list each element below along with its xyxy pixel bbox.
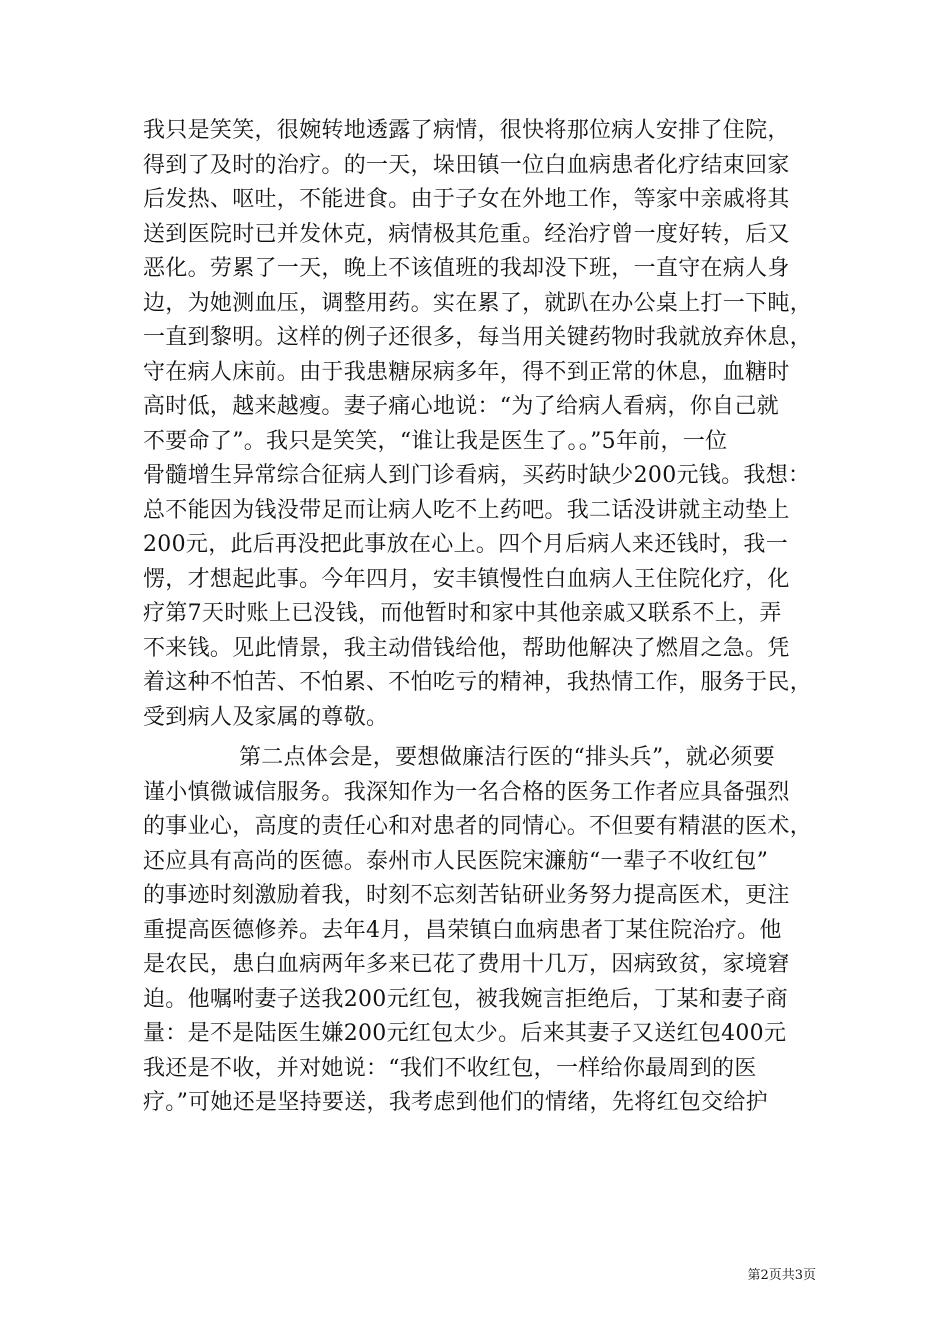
page-number-footer: 第2页共3页: [747, 1268, 816, 1283]
text-line: 疗。”可她还是坚持要送，我考虑到他们的情绪，先将红包交给护: [143, 1090, 768, 1115]
text-line: 守在病人床前。由于我患糖尿病多年，得不到正常的休息，血糖时: [143, 359, 790, 385]
text-line: 不来钱。见此情景，我主动借钱给他，帮助他解决了燃眉之急。凭: [143, 635, 790, 661]
text-line: 边，为她测血压，调整用药。实在累了，就趴在办公桌上打一下盹，: [143, 290, 813, 316]
paragraph-2: [143, 741, 823, 1121]
text-line: 受到病人及家属的尊敬。: [143, 704, 389, 730]
text-line: 迫。他嘱咐妻子送我200元红包，被我婉言拒绝后，丁某和妻子商: [143, 986, 788, 1012]
document-body: [143, 114, 823, 1121]
text-line: 恶化。劳累了一天，晚上不该值班的我却没下班，一直守在病人身: [143, 256, 790, 281]
text-line: 我只是笑笑，很婉转地透露了病情，很快将那位病人安排了住院，: [143, 118, 790, 143]
text-line: 愣，才想起此事。今年四月，安丰镇慢性白血病人王住院化疗，化: [143, 566, 790, 592]
text-line: 着这种不怕苦、不怕累、不怕吃亏的精神，我热情工作，服务于民，: [143, 670, 813, 695]
text-line: 的事业心，高度的责任心和对患者的同情心。不但要有精湛的医术，: [143, 814, 813, 839]
text-line: 还应具有高尚的医德。泰州市人民医院宋濂舫“一辈子不收红包”: [143, 848, 769, 874]
paragraph-1: [143, 114, 823, 735]
text-line: 总不能因为钱没带足而让病人吃不上药吧。我二话没讲就主动垫上: [143, 497, 790, 523]
text-line: 骨髓增生异常综合征病人到门诊看病，买药时缺少200元钱。我想：: [143, 463, 811, 488]
text-line: 我还是不收，并对她说：“我们不收红包，一样给你最周到的医: [143, 1055, 757, 1081]
text-line: 重提高医德修养。去年4月，昌荣镇白血病患者丁某住院治疗。他: [143, 917, 782, 943]
text-line: 200元，此后再没把此事放在心上。四个月后病人来还钱时，我一: [143, 532, 788, 557]
text-line: 送到医院时已并发休克，病情极其危重。经治疗曾一度好转，后又: [143, 221, 790, 247]
text-line: 是农民，患白血病两年多来已花了费用十几万，因病致贫，家境窘: [143, 952, 790, 977]
text-line: 疗第7天时账上已没钱，而他暂时和家中其他亲戚又联系不上，弄: [143, 601, 782, 626]
text-line: 第二点体会是，要想做廉洁行医的“排头兵”，就必须要: [239, 745, 775, 770]
text-line: 得到了及时的治疗。的一天，垛田镇一位白血病患者化疗结束回家: [143, 152, 790, 178]
text-line: 高时低，越来越瘦。妻子痛心地说：“为了给病人看病，你自己就: [143, 394, 779, 419]
text-line: 不要命了”。我只是笑笑，“谁让我是医生了。。”5年前，一位: [143, 428, 728, 454]
text-line: 量：是不是陆医生嫌200元红包太少。后来其妻子又送红包400元: [143, 1021, 787, 1046]
text-line: 谨小慎微诚信服务。我深知作为一名合格的医务工作者应具备强烈: [143, 779, 790, 805]
text-line: 的事迹时刻激励着我，时刻不忘刻苦钻研业务努力提高医术，更注: [143, 883, 790, 908]
text-line: 后发热、呕吐，不能进食。由于子女在外地工作，等家中亲戚将其: [143, 187, 790, 212]
text-line: 一直到黎明。这样的例子还很多，每当用关键药物时我就放弃休息，: [143, 325, 813, 350]
